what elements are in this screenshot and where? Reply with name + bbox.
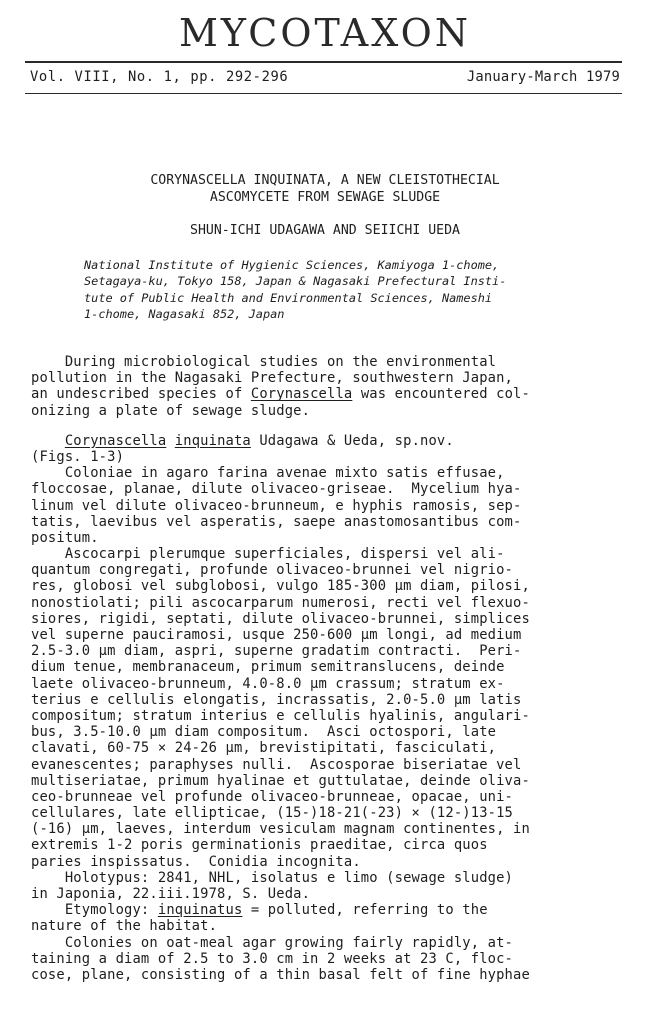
body-line: floccosae, planae, dilute olivaceo-griseae. Mycelium hya- — [31, 481, 522, 498]
body-line: bus, 3.5-10.0 µm diam compositum. Asci octospori, late — [31, 724, 497, 741]
body-line: positum. — [31, 529, 99, 546]
genus-name: Corynascella — [250, 386, 353, 403]
body-line: tatis, laevibus vel asperatis, saepe anastomosantibus com- — [31, 513, 522, 530]
header-rule-top — [25, 61, 622, 63]
body-line: Etymology: inquinatus = polluted, referring to the — [31, 902, 488, 919]
body-line: cose, plane, consisting of a thin basal felt of fine hyphae — [31, 966, 530, 983]
body-line: paries inspissatus. Conidia incognita. — [31, 853, 361, 870]
body-line: clavati, 60-75 × 24-26 µm, brevistipitati, fasciculati, — [31, 740, 497, 757]
title-line: ASCOMYCETE FROM SEWAGE SLUDGE — [209, 190, 441, 205]
body-line: an undescribed species of Corynascella was encountered col- — [31, 386, 530, 403]
affiliation-line: Setagaya-ku, Tokyo 158, Japan & Nagasaki Prefectural Insti- — [84, 274, 507, 289]
author-affiliation — [84, 257, 604, 323]
body-line: ceo-brunneae vel profunde olivaceo-brunneae, opacae, uni- — [31, 788, 514, 805]
body-line: nature of the habitat. — [31, 918, 218, 935]
body-line: nonostiolati; pili ascocarparum numerosi, recti vel flexuo- — [31, 594, 530, 611]
article-authors: SHUN-ICHI UDAGAWA AND SEIICHI UEDA — [190, 223, 460, 238]
body-line: Corynascella inquinata Udagawa & Ueda, sp.nov. — [64, 432, 454, 449]
body-line: dium tenue, membranaceum, primum semitranslucens, deinde — [31, 659, 505, 676]
body-line: 2.5-3.0 µm diam, aspri, superne gradatim contracti. Peri- — [31, 643, 522, 660]
body-line: vel superne pauciramosi, usque 250-600 µm longi, ad medium — [31, 627, 522, 643]
body-line: onizing a plate of sewage sludge. — [31, 402, 311, 419]
body-line: multiseriatae, primum hyalinae et guttulatae, deinde oliva- — [31, 772, 530, 789]
body-line: quantum congregati, profunde olivaceo-brunnei vel nigrio- — [31, 562, 514, 579]
affiliation-line: 1-chome, Nagasaki 852, Japan — [84, 307, 285, 322]
body-line: terius e cellulis elongatis, incrassatis, 2.0-5.0 µm latis — [31, 691, 522, 708]
body-line: Coloniae in agaro farina avenae mixto satis effusae, — [31, 465, 505, 482]
article-body — [31, 354, 631, 983]
body-line: cellulares, late ellipticae, (15-)18-21(-23) × (12-)13-15 — [31, 805, 514, 822]
issue-date: January-March 1979 — [466, 69, 620, 85]
body-line: laete olivaceo-brunneum, 4.0-8.0 µm crassum; stratum ex- — [31, 675, 505, 692]
article-title — [0, 172, 650, 206]
intro-paragraph — [31, 354, 631, 419]
title-line: CORYNASCELLA INQUINATA, A NEW CLEISTOTHECIAL — [150, 173, 500, 188]
body-line: linum vel dilute olivaceo-brunneum, e hyphis ramosis, sep- — [31, 497, 522, 514]
body-line: compositum; stratum interius e cellulis hyalinis, angulari- — [31, 707, 530, 724]
body-line: evanescentes; paraphyses nulli. Ascosporae biseriatae vel — [31, 756, 522, 773]
etymology-word: inquinatus — [157, 902, 243, 919]
etymology-paragraph — [31, 902, 631, 934]
body-line: pollution in the Nagasaki Prefecture, southwestern Japan, — [31, 370, 514, 387]
body-line: taining a diam of 2.5 to 3.0 cm in 2 weeks at 23 C, floc- — [31, 950, 514, 967]
header-rule-bottom — [25, 93, 622, 94]
affiliation-line: tute of Public Health and Environmental Sciences, Nameshi — [84, 290, 493, 305]
body-line: During microbiological studies on the environmental — [31, 354, 497, 370]
body-line: Ascocarpi plerumque superficiales, dispersi vel ali- — [31, 546, 505, 563]
body-line: res, globosi vel subglobosi, vulgo 185-300 µm diam, pilosi, — [31, 578, 530, 595]
body-line: siores, rigidi, septati, dilute olivaceo-brunnei, simplices — [31, 610, 530, 627]
colonies-paragraph — [31, 935, 631, 984]
genus-name: Corynascella — [64, 432, 167, 449]
affiliation-line: National Institute of Hygienic Sciences, Kamiyoga 1-chome, — [84, 258, 500, 272]
body-line: in Japonia, 22.iii.1978, S. Ueda. — [31, 886, 311, 902]
body-line: (-16) µm, laeves, interdum vesiculam magnam continentes, in — [31, 821, 530, 838]
species-heading — [31, 433, 631, 465]
figure-reference: (Figs. 1-3) — [31, 448, 125, 465]
issue-line — [30, 67, 620, 87]
body-line: extremis 1-2 poris germinationis praeditae, circa quos — [31, 837, 488, 854]
latin-description — [31, 465, 631, 902]
species-epithet: inquinata — [174, 432, 251, 449]
volume-info: Vol. VIII, No. 1, pp. 292-296 — [30, 69, 289, 85]
journal-name: MYCOTAXON — [178, 11, 472, 55]
body-line: Colonies on oat-meal agar growing fairly rapidly, at- — [31, 934, 514, 951]
body-line: Holotypus: 2841, NHL, isolatus e limo (sewage sludge) — [31, 869, 514, 886]
